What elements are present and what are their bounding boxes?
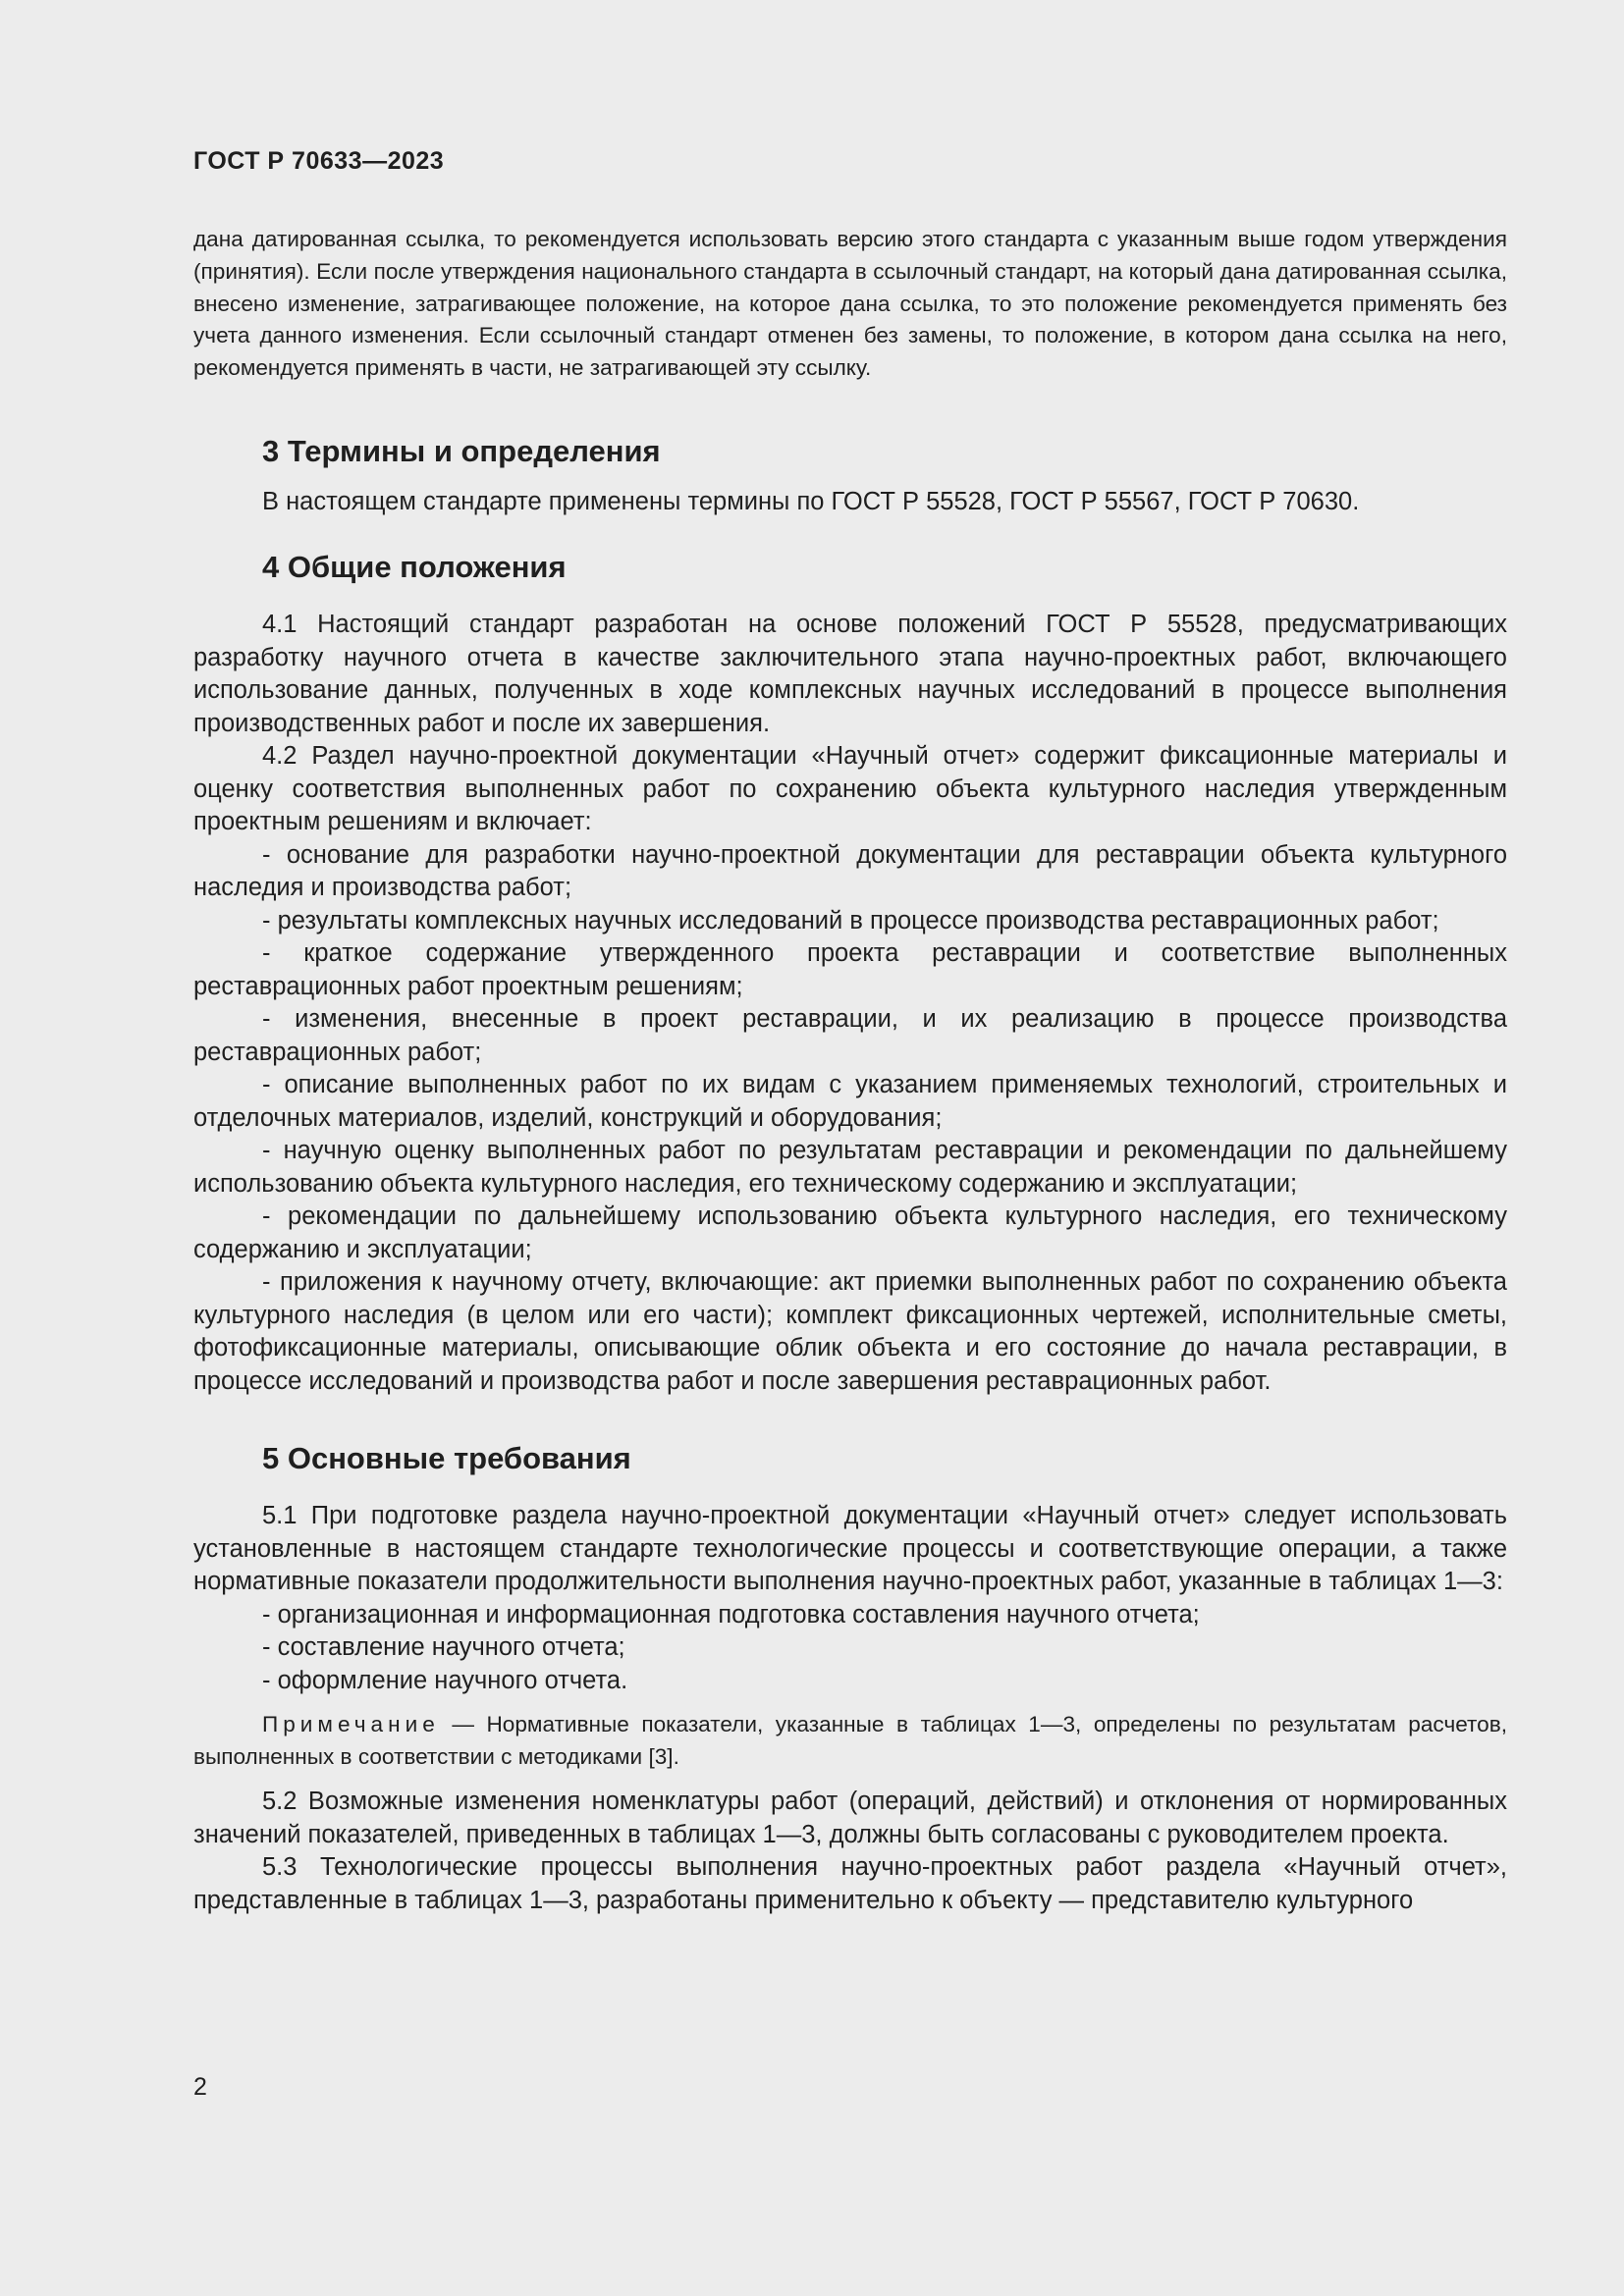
document-header: ГОСТ Р 70633—2023: [193, 147, 445, 175]
list-item: - рекомендации по дальнейшему использованию объекта культурного наследия, его техническому содержанию и эксплуатации;: [193, 1202, 1507, 1263]
list-item: - составление научного отчета;: [262, 1633, 625, 1662]
list-item: - результаты комплексных научных исследований в процессе производства реставрационных работ;: [262, 906, 1439, 934]
paragraph-4-1: 4.1 Настоящий стандарт разработан на основе положений ГОСТ Р 55528, предусматривающих разработку научного отчета в качестве заключительного этапа научно-проектных работ, включающего использование данных, полученных в ходе комплексных научных исследований в процессе выполнения производственных работ и после их завершения.: [193, 611, 1507, 737]
list-item: - организационная и информационная подготовка составления научного отчета;: [262, 1600, 1200, 1629]
paragraph-4-2: 4.2 Раздел научно-проектной документации «Научный отчет» содержит фиксационные материалы и оценку соответствия выполненных работ по сохранению объекта культурного наследия утвержденным проектным решениям и включает:: [193, 742, 1507, 836]
note-label: Примечание: [262, 1712, 440, 1737]
section-5-title: 5 Основные требования: [262, 1441, 631, 1476]
section-4-title: 4 Общие положения: [262, 550, 567, 585]
note-text: — Нормативные показатели, указанные в таблицах 1—3, определены по результатам расчетов, выполненных в соответствии с методиками [3].: [193, 1712, 1507, 1770]
list-item: - научную оценку выполненных работ по результатам реставрации и рекомендации по дальнейшему использованию объекта культурного наследия, его техническому содержанию и эксплуатации;: [193, 1137, 1507, 1198]
list-item: - основание для разработки научно-проектной документации для реставрации объекта культурного наследия и производства работ;: [193, 840, 1507, 902]
list-item: - приложения к научному отчету, включающие: акт приемки выполненных работ по сохранению объекта культурного наследия (в целом или его части); комплект фиксационных чертежей, исполнительные сметы, фотофиксационные материалы, описывающие облик объекта и его состояние до начала реставрации, в процессе исследований и производства работ и после завершения реставрационных работ.: [193, 1268, 1507, 1395]
list-item: - описание выполненных работ по их видам с указанием применяемых технологий, строительных и отделочных материалов, изделий, конструкций и оборудования;: [193, 1071, 1507, 1132]
document-body: [193, 224, 1507, 1917]
list-item: - оформление научного отчета.: [262, 1666, 628, 1694]
paragraph-5-1: 5.1 При подготовке раздела научно-проектной документации «Научный отчет» следует использовать установленные в настоящем стандарте технологические процессы и соответствующие операции, а также нормативные показатели продолжительности выполнения научно-проектных работ, указанные в таблицах 1—3:: [193, 1502, 1507, 1596]
list-item: - краткое содержание утвержденного проекта реставрации и соответствие выполненных реставрационных работ проектным решениям;: [193, 939, 1507, 1000]
paragraph-5-3: 5.3 Технологические процессы выполнения научно-проектных работ раздела «Научный отчет», представленные в таблицах 1—3, разработаны применительно к объекту — представителю культурного: [193, 1853, 1507, 1914]
page-number: 2: [193, 2073, 207, 2101]
intro-paragraph: дана датированная ссылка, то рекомендуется использовать версию этого стандарта с указанным выше годом утверждения (принятия). Если после утверждения национального стандарта в ссылочный стандарт, на который дана датированная ссылка, внесено изменение, затрагивающее положение, на которое дана ссылка, то это положение рекомендуется применять без учета данного изменения. Если ссылочный стандарт отменен без замены, то положение, в котором дана ссылка на него, рекомендуется применять в части, не затрагивающей эту ссылку.: [193, 227, 1507, 381]
list-item: - изменения, внесенные в проект реставрации, и их реализацию в процессе производства реставрационных работ;: [193, 1005, 1507, 1066]
section-3-text: В настоящем стандарте применены термины по ГОСТ Р 55528, ГОСТ Р 55567, ГОСТ Р 70630.: [262, 487, 1360, 515]
section-3-title: 3 Термины и определения: [262, 433, 661, 468]
paragraph-5-2: 5.2 Возможные изменения номенклатуры работ (операций, действий) и отклонения от нормированных значений показателей, приведенных в таблицах 1—3, должны быть согласованы с руководителем проекта.: [193, 1788, 1507, 1848]
note: [193, 1709, 1507, 1774]
